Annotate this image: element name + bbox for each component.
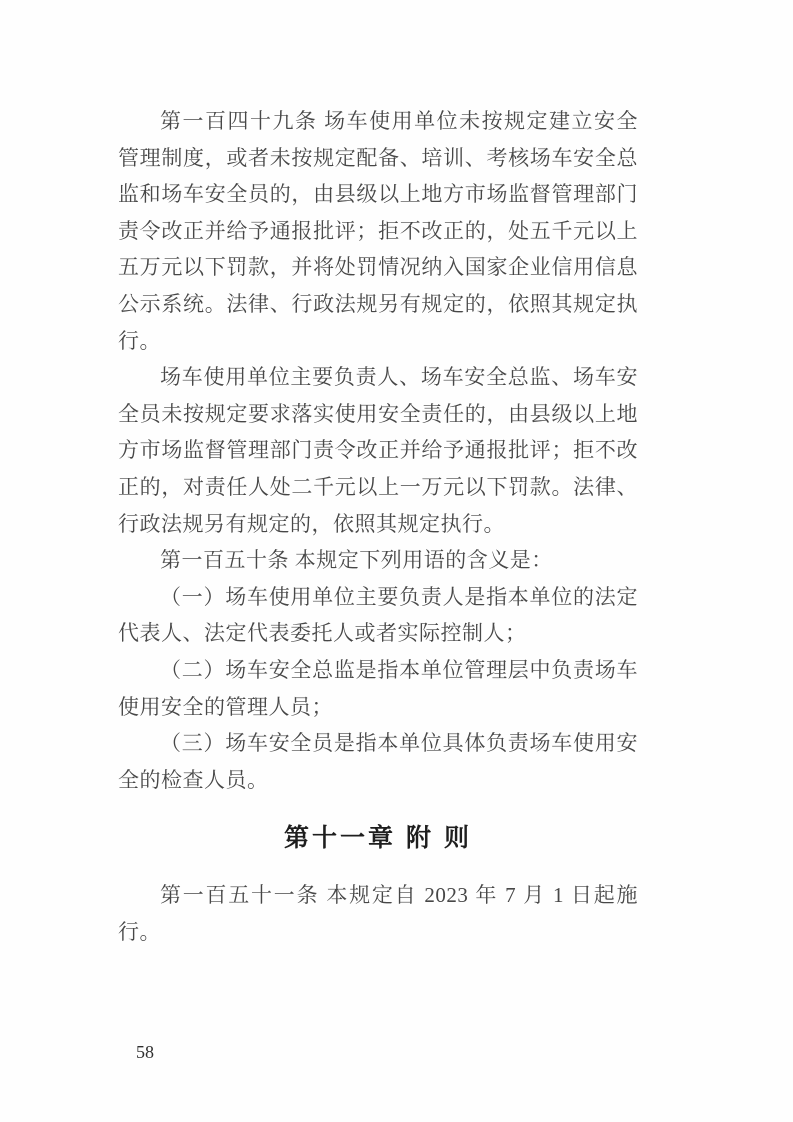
chapter-heading: 第十一章 附 则 <box>284 824 472 853</box>
paragraph-article-150-item-2: （二）场车安全总监是指本单位管理层中负责场车使用安全的管理人员； <box>118 657 638 719</box>
paragraph-article-149-unit-penalty: 第一百四十九条 场车使用单位未按规定建立安全管理制度，或者未按规定配备、培训、考核场车安全总监和场车安全员的，由县级以上地方市场监督管理部门责令改正并给予通报批评；拒不改正的，处五千元以上五万元以下罚款，并将处罚情况纳入国家企业信用信息公示系统。法律、行政法规另有规定的，依照其规定执行。 <box>118 109 638 353</box>
paragraph-article-149-responsible-person-penalty: 场车使用单位主要负责人、场车安全总监、场车安全员未按规定要求落实使用安全责任的，由县级以上地方市场监督管理部门责令改正并给予通报批评；拒不改正的，对责任人处二千元以上一万元以下罚款。法律、行政法规另有规定的，依照其规定执行。 <box>118 365 638 536</box>
paragraph-article-151-effective-date: 第一百五十一条 本规定自 2023 年 7 月 1 日起施行。 <box>118 883 638 944</box>
page-number: 58 <box>136 1042 154 1062</box>
paragraph-article-150-item-3: （三）场车安全员是指本单位具体负责场车使用安全的检查人员。 <box>118 731 638 792</box>
paragraph-article-150-item-1: （一）场车使用单位主要负责人是指本单位的法定代表人、法定代表委托人或者实际控制人； <box>118 584 638 646</box>
paragraph-article-150-intro: 第一百五十条 本规定下列用语的含义是： <box>160 548 553 573</box>
document-body <box>118 103 638 950</box>
